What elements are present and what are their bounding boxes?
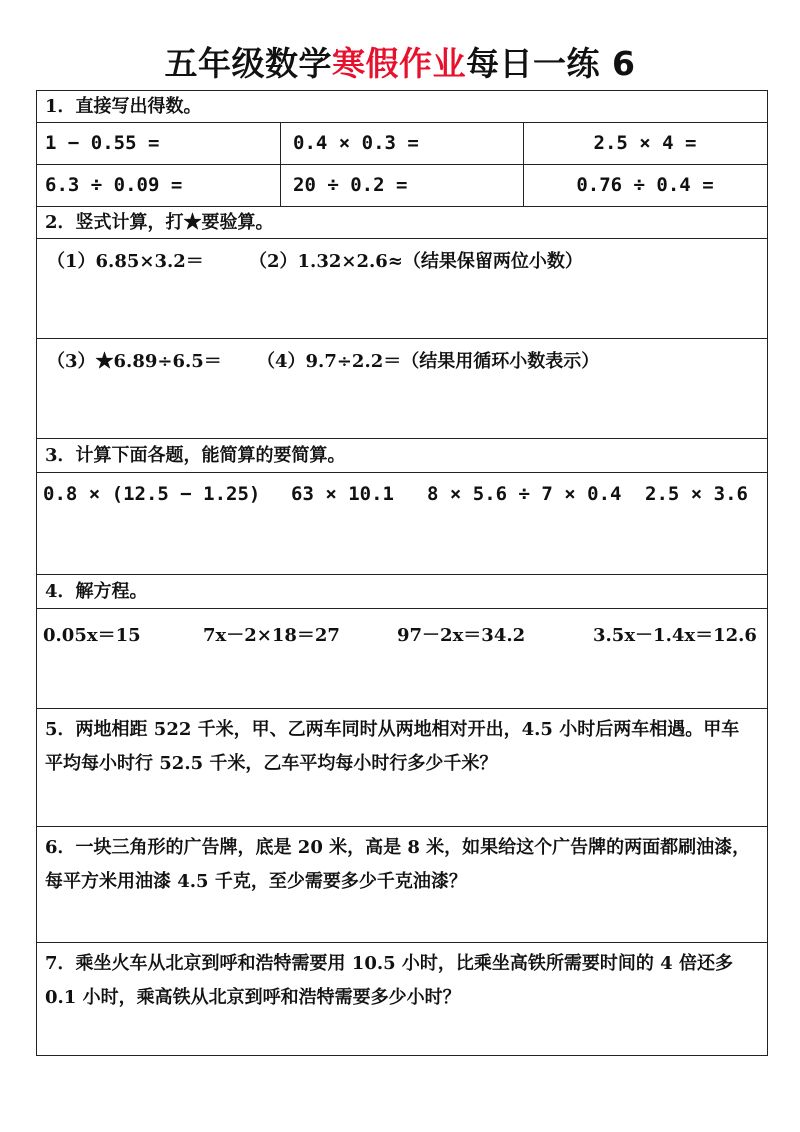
q7-section <box>37 943 767 1054</box>
title-highlight: 寒假作业 <box>332 44 467 83</box>
q1-item-3: 2.5 × 4 = <box>593 132 697 154</box>
q3-item-1: 0.8 × (12.5 − 1.25) <box>43 483 261 505</box>
q7-text: 7．乘坐火车从北京到呼和浩特需要用 10.5 小时，比乘坐高铁所需要时间的 4 倍还多 0.1 小时，乘高铁从北京到呼和浩特需要多少小时？ <box>45 953 733 1008</box>
q2-problem-2: （2）1.32×2.6≈（结果保留两位小数） <box>249 251 583 272</box>
q1-row-1 <box>37 123 767 165</box>
q4-body <box>37 609 767 709</box>
q2-problem-4: （4）9.7÷2.2＝（结果用循环小数表示） <box>257 351 600 372</box>
q1-item-4: 6.3 ÷ 0.09 = <box>37 165 281 206</box>
q2-section-b <box>37 339 767 439</box>
worksheet-title <box>0 40 800 88</box>
q2-section-a <box>37 239 767 339</box>
q3-header <box>37 439 767 473</box>
q3-label: 3．计算下面各题，能简算的要简算。 <box>45 445 346 466</box>
q2-label: 2．竖式计算，打★要验算。 <box>45 212 274 233</box>
q1-header <box>37 91 767 123</box>
q3-item-3: 8 × 5.6 ÷ 7 × 0.4 <box>427 483 622 505</box>
q4-header <box>37 575 767 609</box>
q1-label: 1．直接写出得数。 <box>45 96 202 117</box>
q2-header <box>37 207 767 239</box>
q4-item-1: 0.05x＝15 <box>43 625 141 646</box>
q1-item-2: 0.4 × 0.3 = <box>281 123 524 164</box>
q4-label: 4．解方程。 <box>45 581 148 602</box>
q4-item-3: 97－2x＝34.2 <box>397 625 526 646</box>
q2-problem-3: （3）★6.89÷6.5＝ <box>47 351 222 372</box>
q4-item-2: 7x－2×18＝27 <box>203 625 340 646</box>
q5-text: 5．两地相距 522 千米，甲、乙两车同时从两地相对开出，4.5 小时后两车相遇。甲车平均每小时行 52.5 千米，乙车平均每小时行多少千米？ <box>45 719 740 774</box>
q4-item-4: 3.5x－1.4x＝12.6 <box>593 625 757 646</box>
q3-item-4: 2.5 × 3.6 <box>645 483 748 505</box>
title-part2: 每日一练 6 <box>466 44 636 83</box>
q6-text: 6．一块三角形的广告牌，底是 20 米，高是 8 米，如果给这个广告牌的两面都刷油漆，每平方米用油漆 4.5 千克，至少需要多少千克油漆？ <box>45 837 751 892</box>
worksheet-table <box>36 90 768 1056</box>
title-part1: 五年级数学 <box>164 44 333 83</box>
q1-item-6: 0.76 ÷ 0.4 = <box>576 174 714 196</box>
q5-section <box>37 709 767 827</box>
q1-item-1: 1 − 0.55 = <box>37 123 281 164</box>
q1-item-5: 20 ÷ 0.2 = <box>281 165 524 206</box>
q1-row-2 <box>37 165 767 207</box>
q6-section <box>37 827 767 943</box>
q3-item-2: 63 × 10.1 <box>291 483 394 505</box>
q3-body <box>37 473 767 575</box>
q2-problem-1: （1）6.85×3.2＝ <box>47 251 204 272</box>
